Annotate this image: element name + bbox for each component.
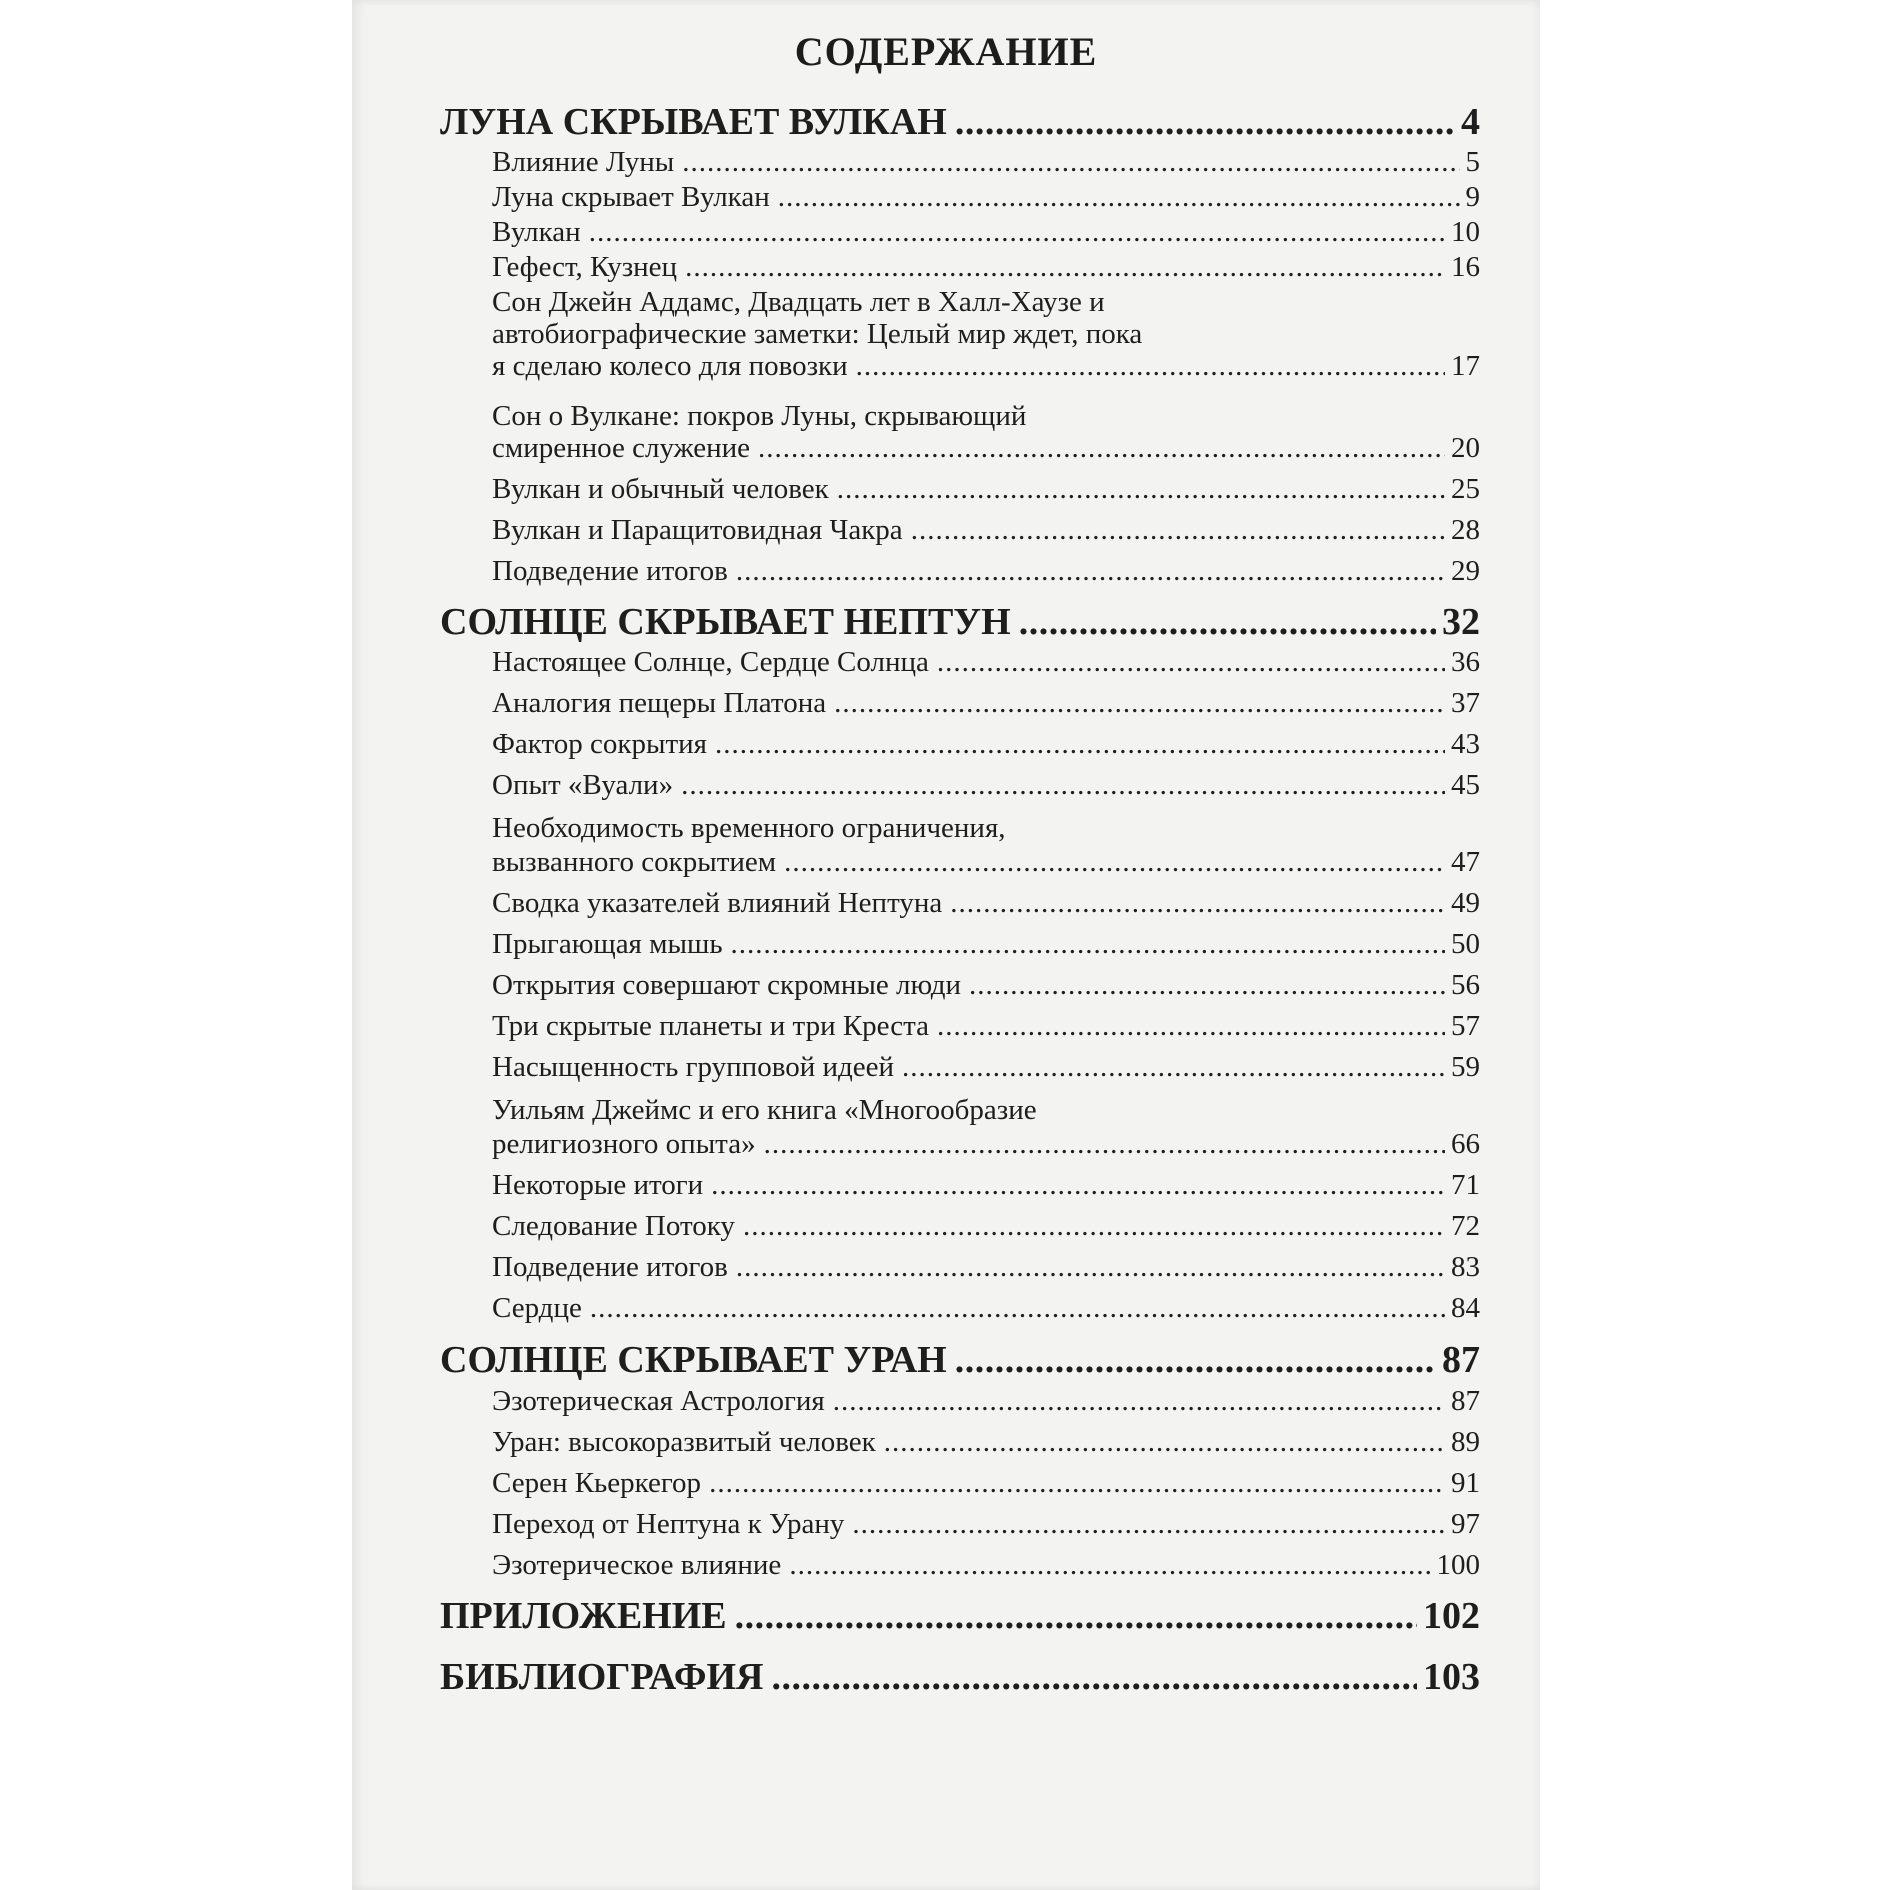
part-page-number: 87 xyxy=(1442,1339,1480,1381)
dot-leader xyxy=(834,687,1445,720)
entry-title: Подведение итогов xyxy=(492,555,728,587)
dot-leader xyxy=(743,1210,1445,1243)
toc-entry xyxy=(492,216,1480,249)
toc-entry xyxy=(492,1051,1480,1084)
dot-leader xyxy=(902,1051,1445,1084)
toc-entry xyxy=(492,1210,1480,1243)
entry-page-number: 84 xyxy=(1451,1292,1480,1324)
toc-entry xyxy=(492,473,1480,506)
dot-leader xyxy=(937,1010,1445,1043)
entry-page-number: 89 xyxy=(1451,1426,1480,1458)
entry-title: Сердце xyxy=(492,1292,582,1324)
part-title: ПРИЛОЖЕНИЕ xyxy=(440,1595,727,1637)
entry-page-number: 36 xyxy=(1451,646,1480,678)
entry-page-number: 100 xyxy=(1436,1549,1480,1581)
entry-page-number: 25 xyxy=(1451,473,1480,505)
entry-title: Эзотерическое влияние xyxy=(492,1549,782,1581)
entry-page-number: 10 xyxy=(1451,216,1480,248)
entry-title: Три скрытые планеты и три Креста xyxy=(492,1010,930,1042)
entry-title: Фактор сокрытия xyxy=(492,728,708,760)
dot-leader xyxy=(837,473,1445,506)
dot-leader xyxy=(711,1169,1445,1202)
dot-leader xyxy=(590,1292,1445,1325)
toc-part-heading xyxy=(440,600,1480,644)
toc-entry xyxy=(492,646,1480,679)
dot-leader xyxy=(955,100,1455,144)
dot-leader xyxy=(950,887,1445,920)
toc-entry xyxy=(492,687,1480,720)
dot-leader xyxy=(685,251,1445,284)
table-of-contents xyxy=(440,0,1490,1890)
entry-page-number: 45 xyxy=(1451,769,1480,801)
entry-title-line: Необходимость временного ограничения, xyxy=(492,812,1006,844)
toc-entry xyxy=(492,1385,1480,1418)
dot-leader xyxy=(856,350,1445,383)
dot-leader xyxy=(764,1128,1445,1161)
entry-title: Уран: высокоразвитый человек xyxy=(492,1426,876,1458)
entry-page-number: 72 xyxy=(1451,1210,1480,1242)
toc-entry xyxy=(492,251,1480,284)
entry-page-number: 57 xyxy=(1451,1010,1480,1042)
entry-title: Вулкан xyxy=(492,216,581,248)
entry-page-number: 97 xyxy=(1451,1508,1480,1540)
entry-title: Некоторые итоги xyxy=(492,1169,704,1201)
entry-page-number: 50 xyxy=(1451,928,1480,960)
dot-leader xyxy=(715,728,1445,761)
entry-page-number: 17 xyxy=(1451,350,1480,382)
entry-title-line: автобиографические заметки: Целый мир ждет, пока xyxy=(492,318,1143,350)
entry-title: Гефест, Кузнец xyxy=(492,251,678,283)
entry-page-number: 43 xyxy=(1451,728,1480,760)
dot-leader xyxy=(736,1251,1445,1284)
entry-title: Опыт «Вуали» xyxy=(492,769,674,801)
entry-title: Насыщенность групповой идеей xyxy=(492,1051,895,1083)
entry-page-number: 5 xyxy=(1465,146,1480,178)
dot-leader xyxy=(911,514,1445,547)
entry-title: Прыгающая мышь xyxy=(492,928,723,960)
dot-leader xyxy=(884,1426,1445,1459)
part-page-number: 32 xyxy=(1442,601,1480,643)
entry-page-number: 71 xyxy=(1451,1169,1480,1201)
part-title: БИБЛИОГРАФИЯ xyxy=(440,1656,764,1698)
entry-title-line: Уильям Джеймс и его книга «Многообразие xyxy=(492,1094,1037,1126)
entry-title-line: Сон о Вулкане: покров Луны, скрывающий xyxy=(492,400,1027,432)
entry-page-number: 37 xyxy=(1451,687,1480,719)
entry-page-number: 83 xyxy=(1451,1251,1480,1283)
entry-title: Сводка указателей влияний Нептуна xyxy=(492,887,943,919)
dot-leader xyxy=(709,1467,1445,1500)
dot-leader xyxy=(772,1655,1417,1699)
entry-title: Подведение итогов xyxy=(492,1251,728,1283)
dot-leader xyxy=(955,1338,1436,1382)
part-title: ЛУНА СКРЫВАЕТ ВУЛКАН xyxy=(440,101,947,143)
entry-title: Эзотерическая Астрология xyxy=(492,1385,825,1417)
toc-entry xyxy=(492,846,1480,879)
toc-entry xyxy=(492,432,1480,465)
toc-part-heading xyxy=(440,1594,1480,1638)
toc-entry xyxy=(492,555,1480,588)
entry-title: Луна скрывает Вулкан xyxy=(492,181,770,213)
entry-page-number: 49 xyxy=(1451,887,1480,919)
entry-title: Вулкан и Паращитовидная Чакра xyxy=(492,514,903,546)
toc-entry xyxy=(492,1251,1480,1284)
toc-entry xyxy=(492,1467,1480,1500)
entry-title: вызванного сокрытием xyxy=(492,846,777,878)
toc-entry xyxy=(492,728,1480,761)
toc-part-heading xyxy=(440,1338,1480,1382)
page-title: СОДЕРЖАНИЕ xyxy=(794,29,1098,74)
toc-entry xyxy=(492,350,1480,383)
toc-entry xyxy=(492,514,1480,547)
entry-page-number: 28 xyxy=(1451,514,1480,546)
dot-leader xyxy=(682,146,1459,179)
entry-page-number: 66 xyxy=(1451,1128,1480,1160)
toc-entry xyxy=(492,1292,1480,1325)
dot-leader xyxy=(778,181,1460,214)
entry-page-number: 56 xyxy=(1451,969,1480,1001)
entry-title: Серен Кьеркегор xyxy=(492,1467,702,1499)
toc-entry xyxy=(492,928,1480,961)
dot-leader xyxy=(736,555,1445,588)
entry-page-number: 16 xyxy=(1451,251,1480,283)
dot-leader xyxy=(681,769,1445,802)
entry-title-line: Сон Джейн Аддамс, Двадцать лет в Халл-Хаузе и xyxy=(492,286,1105,318)
dot-leader xyxy=(1019,600,1436,644)
toc-entry xyxy=(492,1169,1480,1202)
entry-page-number: 59 xyxy=(1451,1051,1480,1083)
dot-leader xyxy=(758,432,1445,465)
entry-page-number: 29 xyxy=(1451,555,1480,587)
toc-entry xyxy=(492,769,1480,802)
part-page-number: 103 xyxy=(1423,1656,1480,1698)
dot-leader xyxy=(969,969,1445,1002)
toc-entry xyxy=(492,1426,1480,1459)
part-title: СОЛНЦЕ СКРЫВАЕТ УРАН xyxy=(440,1339,947,1381)
dot-leader xyxy=(731,928,1445,961)
entry-page-number: 87 xyxy=(1451,1385,1480,1417)
toc-entry xyxy=(492,887,1480,920)
toc-entry xyxy=(492,1128,1480,1161)
toc-entry xyxy=(492,146,1480,179)
entry-title: религиозного опыта» xyxy=(492,1128,756,1160)
toc-part-heading xyxy=(440,100,1480,144)
entry-title: смиренное служение xyxy=(492,432,751,464)
entry-title: Влияние Луны xyxy=(492,146,675,178)
entry-title: Настоящее Солнце, Сердце Солнца xyxy=(492,646,929,678)
toc-entry xyxy=(492,969,1480,1002)
entry-page-number: 47 xyxy=(1451,846,1480,878)
entry-page-number: 91 xyxy=(1451,1467,1480,1499)
part-title: СОЛНЦЕ СКРЫВАЕТ НЕПТУН xyxy=(440,601,1011,643)
dot-leader xyxy=(589,216,1445,249)
toc-entry xyxy=(492,181,1480,214)
dot-leader xyxy=(789,1549,1430,1582)
dot-leader xyxy=(937,646,1445,679)
part-page-number: 4 xyxy=(1461,101,1480,143)
dot-leader xyxy=(833,1385,1445,1418)
entry-page-number: 20 xyxy=(1451,432,1480,464)
toc-entry xyxy=(492,1508,1480,1541)
toc-entry xyxy=(492,1549,1480,1582)
dot-leader xyxy=(784,846,1445,879)
part-page-number: 102 xyxy=(1423,1595,1480,1637)
entry-page-number: 9 xyxy=(1465,181,1480,213)
entry-title: Вулкан и обычный человек xyxy=(492,473,829,505)
toc-entry xyxy=(492,1010,1480,1043)
entry-title: Открытия совершают скромные люди xyxy=(492,969,961,1001)
entry-title: я сделаю колесо для повозки xyxy=(492,350,848,382)
toc-part-heading xyxy=(440,1655,1480,1699)
dot-leader xyxy=(852,1508,1445,1541)
entry-title: Переход от Нептуна к Урану xyxy=(492,1508,845,1540)
entry-title: Следование Потоку xyxy=(492,1210,735,1242)
entry-title: Аналогия пещеры Платона xyxy=(492,687,827,719)
dot-leader xyxy=(735,1594,1417,1638)
